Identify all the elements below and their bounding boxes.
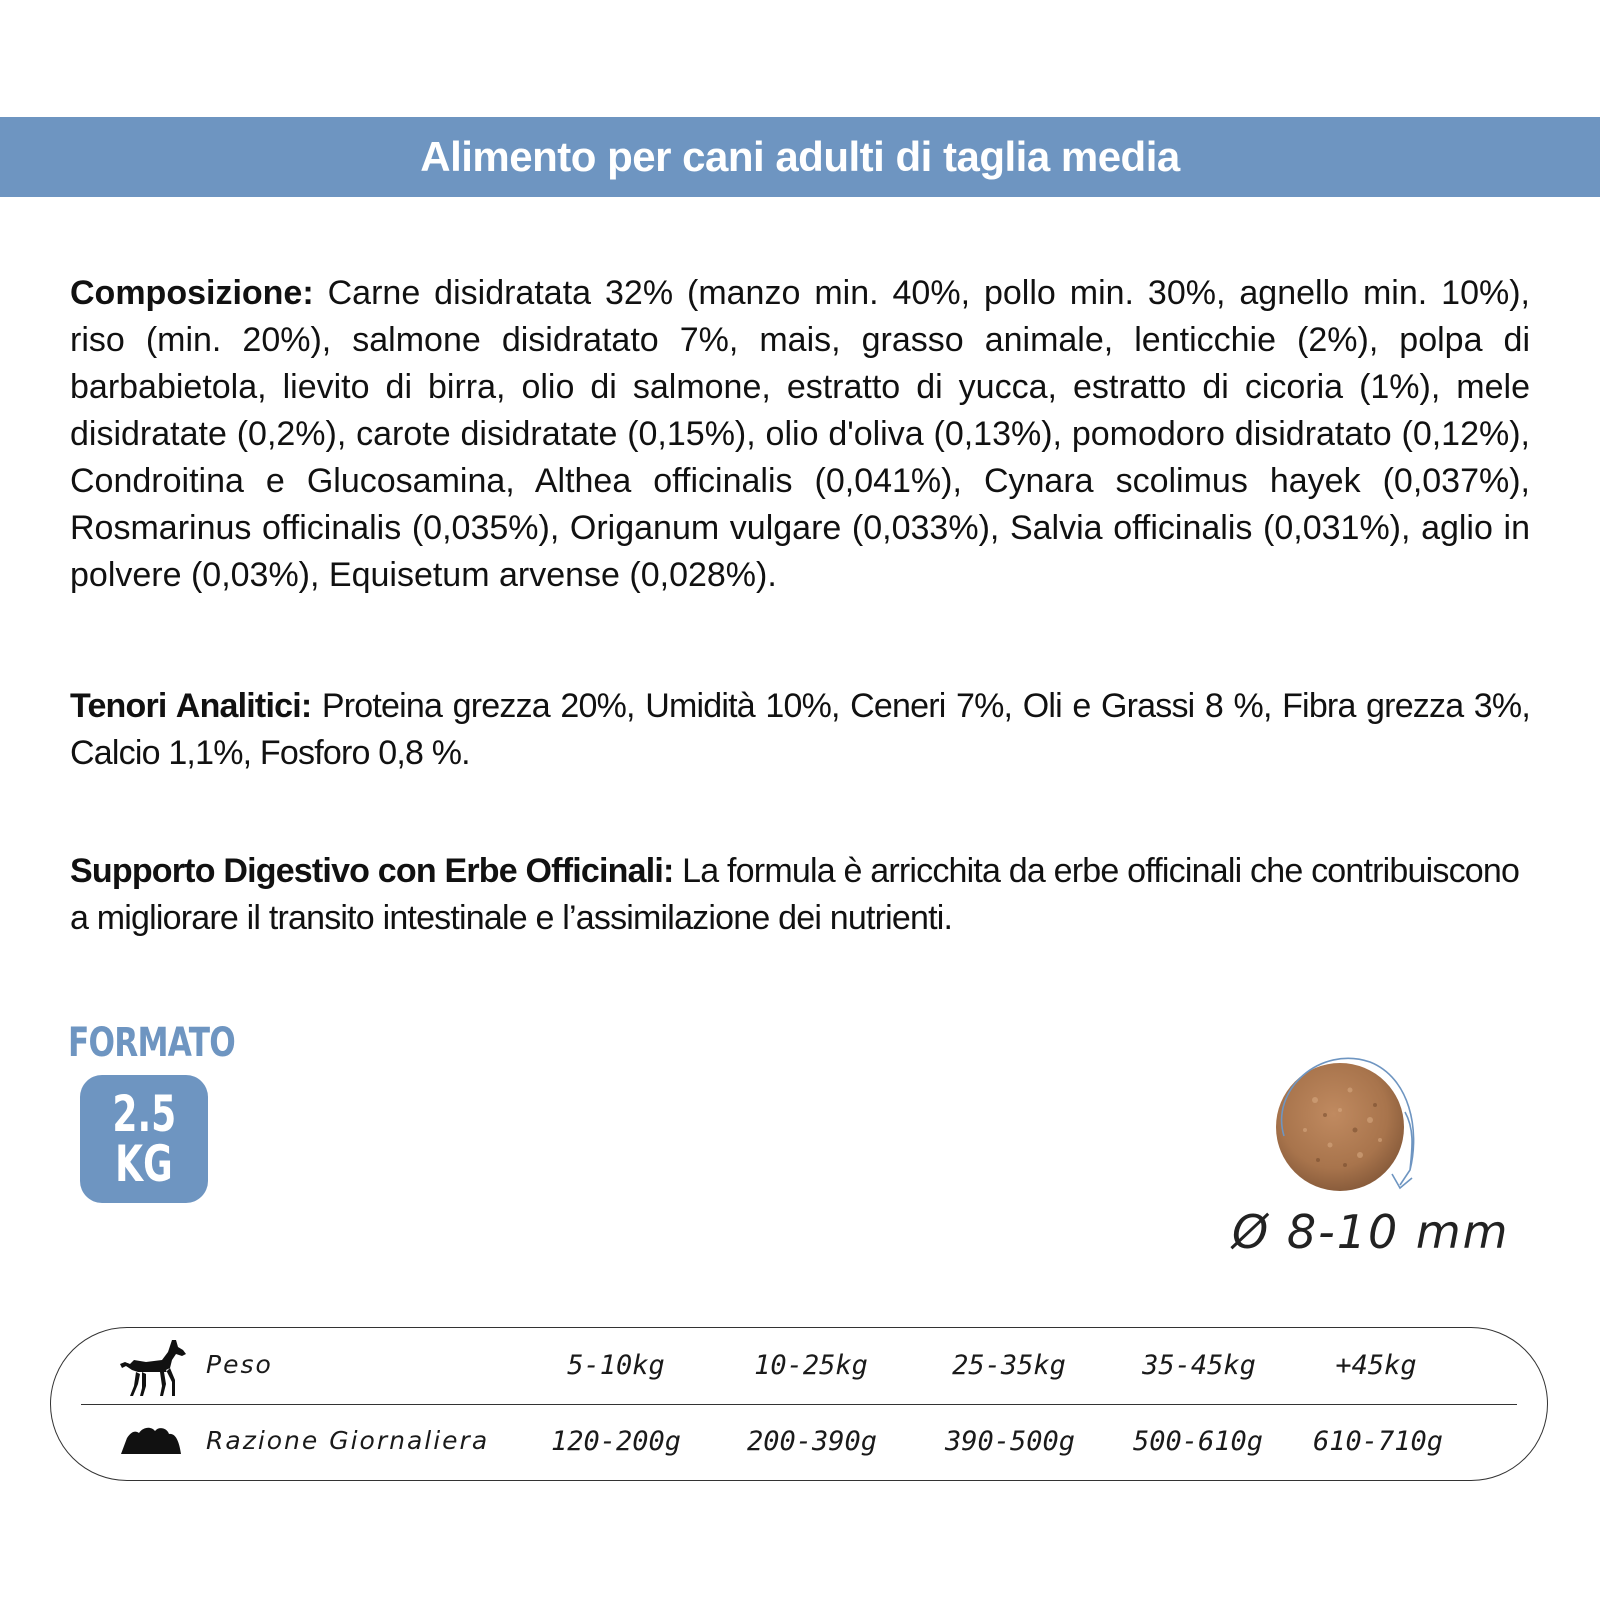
ration-label: Razione Giornaliera <box>206 1426 490 1455</box>
format-label: FORMATO <box>68 1020 235 1066</box>
weight-cell: 5-10kg <box>567 1350 665 1381</box>
ration-cell: 120-200g <box>550 1426 682 1457</box>
format-badge <box>80 1075 208 1203</box>
kibble-size-label: Ø 8-10 mm <box>1232 1205 1510 1259</box>
weight-cell: +45kg <box>1335 1350 1417 1381</box>
analytical-paragraph <box>70 683 1530 777</box>
weight-cell: 25-35kg <box>952 1350 1066 1381</box>
format-unit: KG <box>115 1135 173 1193</box>
ration-cell: 610-710g <box>1312 1426 1444 1457</box>
analytical-label: Tenori Analitici: <box>70 687 312 725</box>
weight-cell: 35-45kg <box>1142 1350 1256 1381</box>
composition-paragraph <box>70 270 1530 599</box>
composition-label: Composizione: <box>70 274 314 312</box>
weight-cell: 10-25kg <box>754 1350 868 1381</box>
digestive-paragraph <box>70 848 1530 942</box>
digestive-label: Supporto Digestivo con Erbe Officinali: <box>70 852 674 890</box>
digestive-text: La formula è arricchita da erbe officinali che contribuiscono a migliorare il transito intestinale e l’assimilazione dei nutrienti. <box>70 852 1520 937</box>
feeding-table <box>50 1327 1548 1481</box>
ration-cell: 200-390g <box>746 1426 878 1457</box>
format-value: 2.5 <box>112 1085 176 1143</box>
ration-cell: 500-610g <box>1132 1426 1264 1457</box>
analytical-text: Proteina grezza 20%, Umidità 10%, Ceneri 7%, Oli e Grassi 8 %, Fibra grezza 3%, Calcio 1,1%, Fosforo 0,8 %. <box>70 687 1530 772</box>
weight-label: Peso <box>206 1350 273 1379</box>
page-title: Alimento per cani adulti di taglia media <box>420 133 1180 180</box>
composition-text: Carne disidratata 32% (manzo min. 40%, pollo min. 30%, agnello min. 10%), riso (min. 20%), salmone disidratato 7%, mais, grasso animale, lenticchie (2%), polpa di barbabietola, lievito di birra, olio di salmone, estratto di yucca, estratto di cicoria (1%), mele disidratate (0,2%), carote disidratate (0,15%), olio d'oliva (0,13%), pomodoro disidratato (0,12%), Condroitina e Glucosamina, Althea officinalis (0,041%), Cynara scolimus hayek (0,037%), Rosmarinus officinalis (0,035%), Origanum vulgare (0,033%), Salvia officinalis (0,031%), aglio in polvere (0,03%), Equisetum arvense (0,028%). <box>70 274 1530 594</box>
kibble-pile-icon <box>119 1424 183 1456</box>
ration-cell: 390-500g <box>944 1426 1076 1457</box>
dog-icon <box>116 1338 188 1400</box>
table-divider <box>81 1404 1517 1405</box>
title-banner <box>0 117 1600 197</box>
